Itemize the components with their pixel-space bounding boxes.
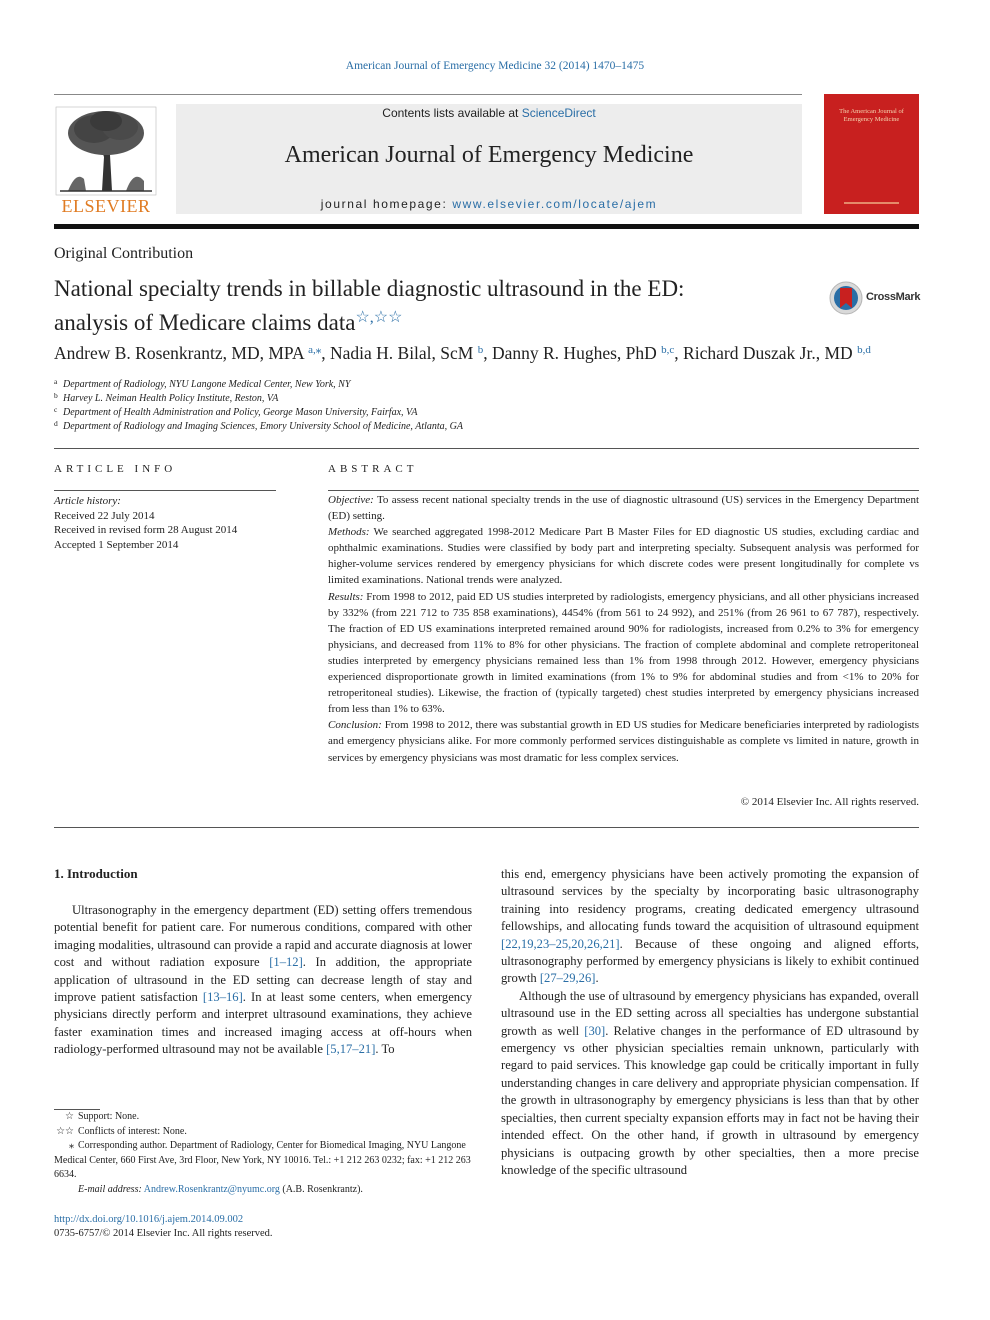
email-label: E-mail address: [78, 1183, 142, 1195]
history-received: Received 22 July 2014 [54, 509, 155, 522]
affiliation-mark: a [54, 377, 58, 386]
citation-link[interactable]: [27–29,26] [539, 971, 596, 986]
footnote-support [54, 1110, 472, 1125]
author-separator: , [483, 343, 492, 363]
methods-label: Methods: [328, 526, 370, 539]
body-column-left [54, 902, 472, 1059]
abstract-copyright: © 2014 Elsevier Inc. All rights reserved. [740, 796, 919, 808]
history-label: Article history: [54, 495, 121, 507]
journal-cover-thumbnail[interactable] [824, 94, 919, 214]
intro-paragraph-1-continued [501, 866, 919, 988]
author-affiliation-marks[interactable]: b,c [661, 344, 675, 356]
conclusion-text: From 1998 to 2012, there was substantial growth in ED US studies for Medicare beneficiaries interpreted by radiologists and emergency physicians alike. For more commonly performed services distinguishable as complete vs limited in nature, growth in services by emergency physicians was most dramatic for less complex services. [328, 719, 919, 764]
sciencedirect-link[interactable]: ScienceDirect [521, 106, 596, 120]
author-name: Richard Duszak Jr., MD [683, 343, 858, 363]
citation-link[interactable]: [1–12] [269, 955, 303, 970]
affiliation-b [54, 391, 278, 404]
abstract-conclusion [328, 717, 919, 765]
contents-availability [176, 106, 802, 120]
contents-prefix: Contents lists available at [382, 106, 522, 120]
abstract-objective [328, 492, 919, 524]
author-affiliation-marks[interactable]: b [477, 344, 484, 356]
article-info-heading: ARTICLE INFO [54, 463, 177, 475]
paragraph-text: . In at least some centers, when emergency physicians directly perform and interpret ultrasound examinations, they achieve faster examination times and increased imaging access at off-hours when radiology-performed ultrasound may not be available [54, 990, 472, 1057]
paper-title-line-2: analysis of Medicare claims data [54, 310, 356, 335]
article-history [54, 494, 276, 552]
author-affiliation-marks[interactable]: b,d [857, 344, 871, 356]
citation-link[interactable]: [13–16] [202, 990, 243, 1005]
footnote-mark: ☆☆ [56, 1125, 74, 1137]
footnote-text: Corresponding author. Department of Radiology, Center for Biomedical Imaging, NYU Langone Medical Center, 660 First Ave, 3rd Floor, New York, NY 10016. Tel.: +1 212 263 0232; fax: +1 212 263 6634. [54, 1140, 471, 1180]
paragraph-text: this end, emergency physicians have been actively promoting the expansion of ultrasound services by the specialty by incorporating basic ultrasonography training into residency programs, creating dedicated emergency ultrasound fellowships, and allocating funds toward the acquisition of ultrasound equipment [501, 867, 919, 934]
paper-title-line-1: National specialty trends in billable diagnostic ultrasound in the ED: [54, 276, 685, 301]
footnotes [54, 1110, 472, 1197]
paragraph-text: . [595, 971, 599, 986]
author-separator: , [674, 343, 684, 363]
affiliation-text: Harvey L. Neiman Health Policy Institute, Reston, VA [63, 393, 279, 404]
citation-link[interactable]: [5,17–21] [326, 1042, 376, 1057]
title-footnote-marks[interactable]: ☆,☆☆ [355, 309, 403, 326]
crossmark-icon [829, 281, 865, 317]
history-revised: Received in revised form 28 August 2014 [54, 524, 238, 536]
header-divider [54, 94, 802, 95]
paragraph-text: . To [375, 1042, 395, 1057]
abstract-heading: ABSTRACT [328, 463, 418, 475]
homepage-link[interactable]: www.elsevier.com/locate/ajem [452, 197, 658, 211]
affiliation-c [54, 405, 418, 418]
abstract-divider [328, 490, 919, 491]
affiliation-mark: c [54, 405, 58, 414]
intro-paragraph-2 [501, 988, 919, 1179]
author-list [54, 343, 934, 364]
paragraph-text: Ultrasonography in the emergency department (ED) setting offers tremendous potential benefit for patient care. For numerous conditions, compared with other imaging modalities, ultrasound can provide a rapid and accurate diagnosis at lower cost and without radiation exposure [54, 903, 472, 970]
journal-title: American Journal of Emergency Medicine [284, 142, 694, 168]
results-text: From 1998 to 2012, paid ED US studies interpreted by radiologists, emergency physicians, and all other physicians increased by 332% (from 221 712 to 735 858 examinations), 4454% (from 561 to 24 992), and 251% (from 26 961 to 67 787), respectively. The fraction of ED US examinations interpreted remained around 90% for radiologists, increased from 0.2% to 3% for emergency physicians, and decreased from 11% to 8% for other physicians. The fraction of complete abdominal and complete retroperitoneal studies interpreted by emergency physicians remained less than 1% from 1998 through 2012. However, emergency physicians experienced disproportionate growth in limited examinations (from 1% to 9% for abdominal studies and from <1% to 20% for retroperitoneal studies). Likewise, the fraction of (typically targeted) chest studies interpreted by emergency physicians increased from less than 1% to 63%. [328, 590, 919, 716]
body-column-right [501, 866, 919, 1179]
objective-text: To assess recent national specialty trends in the use of diagnostic ultrasound (US) services in the Emergency Department (ED) setting. [328, 494, 919, 523]
affiliation-text: Department of Radiology and Imaging Sciences, Emory University School of Medicine, Atlanta, GA [63, 421, 464, 432]
affiliation-d [54, 419, 463, 432]
history-accepted: Accepted 1 September 2014 [54, 538, 179, 551]
doi-link[interactable]: http://dx.doi.org/10.1016/j.ajem.2014.09.002 [54, 1214, 244, 1225]
author-name: Nadia H. Bilal, ScM [329, 343, 478, 363]
footnote-text: Conflicts of interest: None. [78, 1125, 187, 1137]
footnote-mark: ⁎ [69, 1140, 74, 1151]
homepage-prefix: journal homepage: [320, 197, 453, 211]
citation-link[interactable]: [30] [584, 1023, 606, 1038]
results-label: Results: [328, 590, 364, 603]
introduction-heading: 1. Introduction [54, 866, 138, 881]
article-info-divider [54, 490, 276, 491]
affiliation-a [54, 377, 350, 390]
affiliation-mark: b [54, 391, 58, 400]
paragraph-text: . Relative changes in the performance of ED ultrasound by emergency vs other physician specialties remain unknown, particularly with regard to paid services. This knowledge gap could be critically important in fully understanding changes in care delivery and appropriate physician compensation. If the growth in ultrasonography by emergency physicians is less than that by other specialties, then current specialty expansion efforts may in fact not be having their intended effect. On the other hand, if growth in ultrasound by emergency physicians is outpacing growth by other specialties, then a more precise knowledge of the specific ultrasound [501, 1023, 919, 1177]
footnote-mark: ☆ [65, 1111, 74, 1122]
cover-footer-bar [844, 202, 899, 204]
author-name: Danny R. Hughes, PhD [491, 343, 662, 363]
paragraph-text: . In addition, the appropriate application of ultrasound in the ED setting can decrease length of stay and improve patient satisfaction [54, 955, 472, 1005]
elsevier-tree-icon [54, 105, 158, 197]
affiliation-text: Department of Radiology, NYU Langone Medical Center, New York, NY [63, 379, 351, 390]
footnote-text: Support: None. [78, 1111, 140, 1122]
article-section-label: Original Contribution [54, 245, 194, 262]
cover-title: The American Journal of Emergency Medicine [839, 108, 904, 123]
abstract-bottom-divider [54, 827, 919, 828]
footnote-email [54, 1183, 472, 1198]
crossmark-label: CrossMark [866, 291, 921, 303]
header-thick-divider [54, 224, 919, 229]
elsevier-wordmark: ELSEVIER [61, 196, 151, 216]
author-separator: , [321, 343, 330, 363]
info-top-divider [54, 448, 919, 449]
abstract-methods [328, 524, 919, 588]
author-affiliation-marks[interactable]: a,⁎ [308, 344, 322, 356]
journal-homepage [176, 197, 802, 211]
footnote-conflicts [54, 1125, 472, 1140]
affiliation-text: Department of Health Administration and Policy, George Mason University, Fairfax, VA [63, 407, 418, 418]
journal-reference[interactable]: American Journal of Emergency Medicine 32 (2014) 1470–1475 [345, 60, 645, 72]
objective-label: Objective: [328, 494, 374, 506]
issn-copyright: 0735-6757/© 2014 Elsevier Inc. All rights reserved. [54, 1228, 273, 1239]
affiliation-mark: d [54, 419, 58, 428]
conclusion-label: Conclusion: [328, 719, 382, 732]
intro-paragraph-1 [54, 902, 472, 1059]
email-suffix: (A.B. Rosenkrantz). [279, 1183, 363, 1195]
paragraph-text: Although the use of ultrasound by emergency physicians has expanded, overall ultrasound use in the ED setting across all specialties has undergone substantial growth as well [501, 988, 919, 1038]
abstract-body [328, 492, 919, 766]
methods-text: We searched aggregated 1998-2012 Medicare Part B Master Files for ED diagnostic US studies, excluding cardiac and ophthalmic examinations. Studies were classified by body part and interpreting specialty. Subsequent analysis was performed for higher-volume services rendered by emergency physicians for which discrete codes were present longitudinally for complete vs limited examinations. National trends were analyzed. [328, 526, 919, 587]
author-name: Andrew B. Rosenkrantz, MD, MPA [54, 343, 309, 363]
abstract-results [328, 589, 919, 718]
email-link[interactable]: Andrew.Rosenkrantz@nyumc.org [143, 1183, 280, 1195]
paper-title [54, 274, 794, 337]
footnote-corresponding [54, 1139, 472, 1183]
citation-link[interactable]: [22,19,23–25,20,26,21] [501, 936, 620, 951]
paragraph-text: . Because of these ongoing and aligned efforts, ultrasonography performed by emergency physicians is likely to exhibit continued growth [501, 936, 919, 986]
